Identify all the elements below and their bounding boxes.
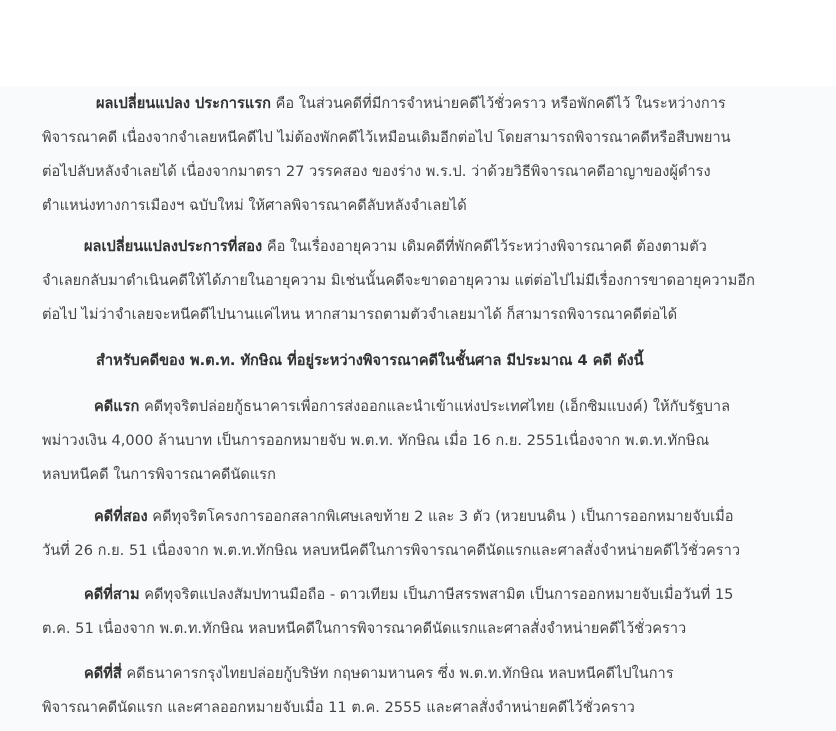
paragraph-line: จำเลยกลับมาดำเนินคดีให้ได้ภายในอายุความ มิเช่นนั้นคดีจะขาดอายุความ แต่ต่อไปไม่มีเรื่องการขาดอายุความอีก [42,272,755,289]
heading-line [42,344,830,378]
heading-text: สำหรับคดีของ พ.ต.ท. ทักษิณ ที่อยู่ระหว่างพิจารณาคดีในชั้นศาล มีประมาณ 4 คดี ดังนี้ [96,352,644,369]
paragraph-line: พิจารณาคดี เนื่องจากจำเลยหนีคดีไป ไม่ต้องพักคดีไว้เหมือนเดิมอีกต่อไป โดยสามารถพิจารณาคดีหรือสืบพยาน [42,129,731,146]
paragraph-lead: ผลเปลี่ยนแปลงประการที่สอง [84,238,263,255]
paragraph-line: ตำแหน่งทางการเมืองฯ ฉบับใหม่ ให้ศาลพิจารณาคดีลับหลังจำเลยได้ [42,197,467,214]
paragraph-lead: คดีที่สาม [84,586,140,603]
paragraph-text: คือ ในส่วนคดีที่มีการจำหน่ายคดีไว้ชั่วคราว หรือพักคดีไว้ ในระหว่างการ [270,95,726,112]
article-body [0,86,836,731]
paragraph-text: คดีทุจริตปล่อยกู้ธนาคารเพื่อการส่งออกและนำเข้าแห่งประเทศไทย (เอ็กซิมแบงค์) ให้กับรัฐบาล [139,398,731,415]
paragraph-line: พม่าวงเงิน 4,000 ล้านบาท เป็นการออกหมายจับ พ.ต.ท. ทักษิณ เมื่อ 16 ก.ย. 2551เนื่องจาก พ.ต.ท.ทักษิณ [42,432,710,449]
paragraph-text: คือ ในเรื่องอายุความ เดิมคดีที่พักคดีไว้ระหว่างพิจารณาคดี ต้องตามตัว [262,238,707,255]
paragraph-line: ต่อไปลับหลังจำเลยได้ เนื่องจากมาตรา 27 วรรคสอง ของร่าง พ.ร.ป. ว่าด้วยวิธีพิจารณาคดีอาญาของผู้ดำรง [42,163,711,180]
paragraph-line [42,578,830,612]
paragraph-lead: คดีที่สอง [94,508,148,525]
paragraph-line: ต.ค. 51 เนื่องจาก พ.ต.ท.ทักษิณ หลบหนีคดีในการพิจารณาคดีนัดแรกและศาลสั่งจำหน่ายคดีไว้ชั่วคราว [42,620,687,637]
paragraph-line [42,230,830,264]
paragraph-line: พิจารณาคดีนัดแรก และศาลออกหมายจับเมื่อ 11 ต.ค. 2555 และศาลสั่งจำหน่ายคดีไว้ชั่วคราว [42,699,635,716]
paragraph-change-second [42,230,830,332]
paragraph-line: หลบหนีคดี ในการพิจารณาคดีนัดแรก [42,466,276,483]
paragraph-line [42,657,830,691]
paragraph-line: ต่อไป ไม่ว่าจำเลยจะหนีคดีไปนานแค่ไหน หากสามารถตามตัวจำเลยมาได้ ก็สามารถพิจารณาคดีต่อได้ [42,306,678,323]
paragraph-text: คดีทุจริตโครงการออกสลากพิเศษเลขท้าย 2 และ 3 ตัว (หวยบนดิน ) เป็นการออกหมายจับเมื่อ [147,508,734,525]
paragraph-line: วันที่ 26 ก.ย. 51 เนื่องจาก พ.ต.ท.ทักษิณ หลบหนีคดีในการพิจารณาคดีนัดแรกและศาลสั่งจำหน่ายคดีไว้ชั่วคราว [42,542,741,559]
paragraph-line [42,500,830,534]
case-fourth [42,657,830,725]
paragraph-text: คดีทุจริตแปลงสัมปทานมือถือ - ดาวเทียม เป็นภาษีสรรพสามิต เป็นการออกหมายจับเมื่อวันที่ 15 [139,586,734,603]
case-first [42,390,830,492]
paragraph-line [42,390,830,424]
paragraph-lead: คดีแรก [94,398,140,415]
paragraph-text: คดีธนาคารกรุงไทยปล่อยกู้บริษัท กฤษดามหานคร ซึ่ง พ.ต.ท.ทักษิณ หลบหนีคดีไปในการ [121,665,674,682]
paragraph-change-first [42,87,830,223]
paragraph-lead: คดีที่สี่ [84,665,122,682]
paragraph-line [42,87,830,121]
top-blank-area [0,0,836,86]
case-second [42,500,830,568]
case-third [42,578,830,646]
paragraph-lead: ผลเปลี่ยนแปลง ประการแรก [96,95,271,112]
cases-heading [42,344,830,378]
